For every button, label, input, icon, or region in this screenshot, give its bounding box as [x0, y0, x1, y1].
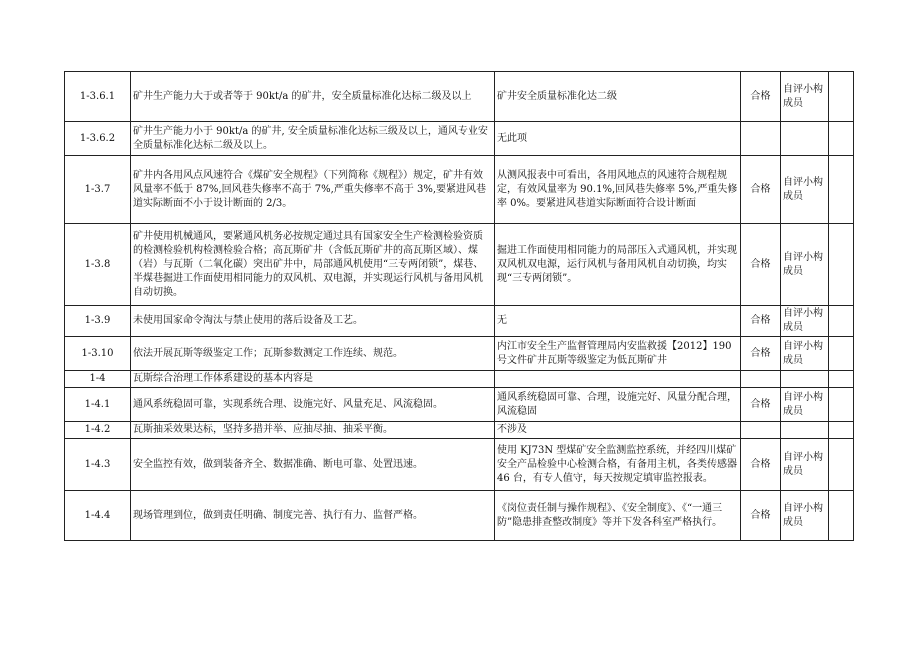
responsible-text: [781, 388, 829, 422]
note-cell: [829, 388, 854, 422]
result-text-content: 合格: [750, 90, 771, 102]
note-cell: [829, 224, 854, 306]
requirement-text: [131, 122, 495, 156]
result-text-content: 合格: [750, 398, 771, 410]
requirement-text-content: 瓦斯抽采效果达标，坚持多措并举、应抽尽抽、抽采平衡。: [133, 424, 393, 435]
item-id: [65, 72, 131, 122]
fact-text: [495, 72, 741, 122]
fact-text-content: 无: [497, 315, 507, 326]
responsible-text-content: 自评小构成员: [783, 83, 823, 109]
item-id-content: 1-4.3: [84, 458, 111, 470]
responsible-text: [781, 224, 829, 306]
requirement-text-content: 依法开展瓦斯等级鉴定工作；瓦斯参数测定工作连续、规范。: [133, 347, 403, 359]
responsible-text-content: 自评小构成员: [783, 391, 823, 417]
fact-text-content: 不涉及: [497, 424, 527, 435]
requirement-text: [131, 306, 495, 337]
requirement-text-content: 矿井生产能力大于或者等于 90kt/a 的矿井，安全质量标准化达标二级及以上: [133, 90, 472, 102]
item-id-content: 1-4.2: [84, 424, 111, 435]
responsible-text: [781, 491, 829, 541]
item-id-content: 1-3.10: [81, 347, 114, 359]
item-id: [65, 439, 131, 491]
table-row: [65, 491, 854, 541]
item-id-content: 1-4.1: [84, 398, 111, 410]
result-text: [741, 72, 781, 122]
result-text: [741, 156, 781, 224]
fact-text: [495, 122, 741, 156]
requirement-text: [131, 72, 495, 122]
fact-text-content: 《岗位责任制与操作规程》、《安全制度》、《“一通三防”隐患排查整改制度》等并下发各科室严格执行。: [497, 502, 723, 528]
requirement-text-content: 未使用国家命令淘汰与禁止使用的落后设备及工艺。: [133, 315, 363, 326]
fact-text-content: 从测风报表中可看出，各用风地点的风速符合规程规定，有效风量率为 90.1%,回风巷失修率 5%,严重失修率 0%。要紧进风巷道实际断面符合设计断面: [497, 169, 738, 209]
note-cell: [829, 439, 854, 491]
item-id-content: 1-3.7: [84, 183, 111, 195]
note-cell: [829, 306, 854, 337]
table-row: [65, 156, 854, 224]
note-cell: [829, 122, 854, 156]
item-id: [65, 122, 131, 156]
requirement-text: [131, 491, 495, 541]
item-id: [65, 224, 131, 306]
responsible-text: [781, 337, 829, 371]
fact-text-content: 通风系统稳固可靠、合理，设施完好、风量分配合理，风流稳固: [497, 391, 737, 417]
requirement-text-content: 通风系统稳固可靠，实现系统合理、设施完好、风量充足、风流稳固。: [133, 398, 443, 410]
responsible-text-content: 自评小构成员: [783, 176, 823, 202]
result-text: [741, 224, 781, 306]
result-text: [741, 306, 781, 337]
requirement-text: [131, 224, 495, 306]
fact-text: [495, 156, 741, 224]
result-text-content: 合格: [750, 509, 771, 521]
item-id: [65, 388, 131, 422]
fact-text: [495, 224, 741, 306]
fact-text-content: 掘进工作面使用相同能力的局部压入式通风机，并实现双风机双电源，运行风机与备用风机自动切换，均实现“三专两闭锁”。: [497, 244, 737, 284]
result-text-content: 合格: [750, 315, 771, 326]
note-cell: [829, 156, 854, 224]
item-id: [65, 371, 131, 388]
result-text: [741, 371, 781, 388]
result-text-content: 合格: [750, 458, 771, 470]
item-id-content: 1-4.4: [84, 509, 111, 521]
result-text: [741, 491, 781, 541]
responsible-text-content: 自评小构成员: [783, 451, 823, 477]
responsible-text-content: 自评小构成员: [783, 502, 823, 528]
fact-text-content: 无此项: [497, 132, 527, 144]
responsible-text-content: 自评小构成员: [783, 251, 823, 277]
fact-text: [495, 422, 741, 439]
requirement-text-content: 瓦斯综合治理工作体系建设的基本内容是: [133, 373, 313, 384]
requirement-text: [131, 388, 495, 422]
result-text: [741, 422, 781, 439]
fact-text: [495, 371, 741, 388]
item-id: [65, 306, 131, 337]
responsible-text-content: 自评小构成员: [783, 308, 823, 333]
result-text: [741, 122, 781, 156]
requirement-text-content: 矿井内各用风点风速符合《煤矿安全规程》（下列简称《规程》）规定，矿井有效风量率不低于 87%,回风巷失修率不高于 7%,严重失修率不高于 3%,要紧进风巷道实际断面不小于设计断面的 2/3。: [133, 169, 487, 209]
item-id-content: 1-3.8: [84, 258, 111, 270]
table-row: [65, 72, 854, 122]
table-row: [65, 371, 854, 388]
item-id-content: 1-3.9: [84, 315, 111, 326]
responsible-text: [781, 371, 829, 388]
fact-text: [495, 491, 741, 541]
note-cell: [829, 337, 854, 371]
fact-text: [495, 439, 741, 491]
requirement-text: [131, 337, 495, 371]
result-text-content: 合格: [750, 183, 771, 195]
table-row: [65, 306, 854, 337]
item-id-content: 1-4: [89, 373, 106, 384]
table-row: [65, 439, 854, 491]
fact-text-content: 使用 KJ73N 型煤矿安全监测监控系统，并经四川煤矿安全产品检验中心检测合格，有备用主机，各类传感器 46 台，有专人值守，每天按规定填审监控报表。: [497, 444, 737, 484]
requirement-text: [131, 422, 495, 439]
assessment-table: [64, 71, 854, 541]
note-cell: [829, 422, 854, 439]
requirement-text-content: 现场管理到位，做到责任明确、制度完善、执行有力、监督严格。: [133, 509, 423, 521]
fact-text: [495, 337, 741, 371]
fact-text: [495, 388, 741, 422]
responsible-text: [781, 122, 829, 156]
result-text-content: 合格: [750, 258, 771, 270]
note-cell: [829, 72, 854, 122]
item-id: [65, 156, 131, 224]
table-row: [65, 224, 854, 306]
requirement-text: [131, 371, 495, 388]
item-id-content: 1-3.6.1: [79, 90, 116, 102]
responsible-text: [781, 156, 829, 224]
responsible-text: [781, 422, 829, 439]
responsible-text-content: 自评小构成员: [783, 340, 823, 366]
result-text: [741, 337, 781, 371]
table-row: [65, 122, 854, 156]
result-text: [741, 439, 781, 491]
result-text-content: 合格: [750, 347, 771, 359]
responsible-text: [781, 439, 829, 491]
responsible-text: [781, 306, 829, 337]
requirement-text: [131, 439, 495, 491]
result-text: [741, 388, 781, 422]
item-id: [65, 422, 131, 439]
requirement-text: [131, 156, 495, 224]
requirement-text-content: 矿井生产能力小于 90kt/a 的矿井, 安全质量标准化达标三级及以上，通风专业安全质量标准化达标二级及以上。: [133, 125, 488, 151]
fact-text-content: 矿井安全质量标准化达二级: [497, 90, 617, 102]
note-cell: [829, 371, 854, 388]
fact-text: [495, 306, 741, 337]
fact-text-content: 内江市安全生产监督管理局内安监救援【2012】190 号文件矿井瓦斯等级鉴定为低瓦斯矿井: [497, 340, 732, 366]
table-row: [65, 337, 854, 371]
note-cell: [829, 491, 854, 541]
table-row: [65, 422, 854, 439]
item-id-content: 1-3.6.2: [79, 132, 116, 144]
requirement-text-content: 安全监控有效，做到装备齐全、数据准确、断电可靠、处置迅速。: [133, 458, 423, 470]
responsible-text: [781, 72, 829, 122]
table-row: [65, 388, 854, 422]
item-id: [65, 491, 131, 541]
item-id: [65, 337, 131, 371]
requirement-text-content: 矿井使用机械通风，要紧通风机务必按规定通过具有国家安全生产检测检验资质的检测检验机构检测检验合格；高瓦斯矿井（含低瓦斯矿井的高瓦斯区域）、煤（岩）与瓦斯（二氧化碳）突出矿井中，局部通风机使用“三专两闭锁”，煤巷、半煤巷掘进工作面使用相同能力的双风机、双电源，并实现运行风机与备用风机自动切换。: [133, 230, 484, 298]
